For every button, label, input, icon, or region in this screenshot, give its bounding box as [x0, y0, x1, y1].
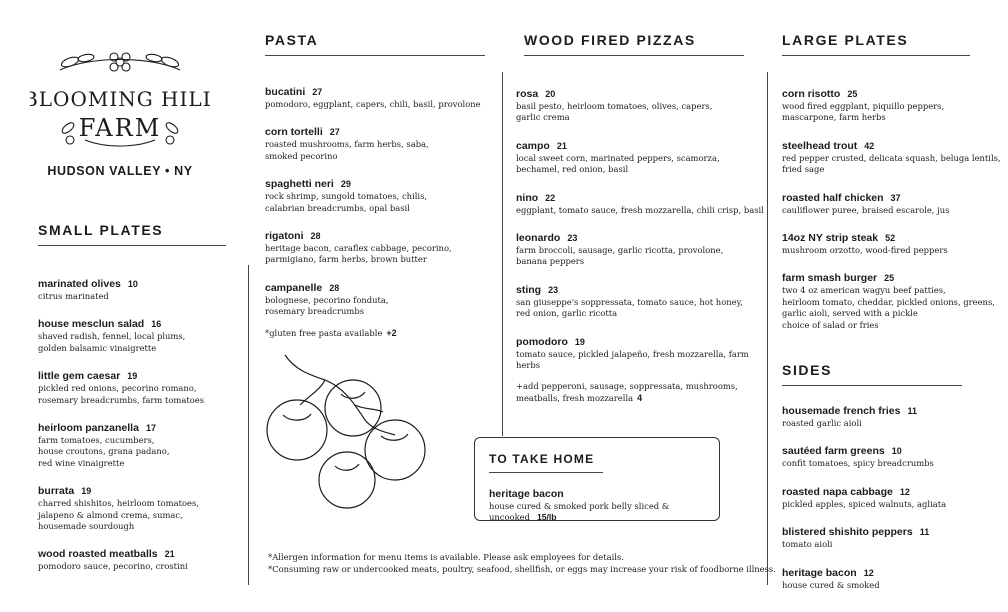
- menu-item-header: [782, 82, 1004, 101]
- menu-item-name: heritage bacon: [782, 566, 857, 579]
- menu-item-header: [782, 520, 962, 539]
- menu-item-header: [516, 226, 774, 245]
- menu-item: [265, 120, 485, 162]
- menu-item-description: tomato aioli: [782, 539, 833, 550]
- menu-item-price: 10: [127, 279, 138, 289]
- menu-item-price: 22: [545, 192, 556, 203]
- menu-item-header: [782, 226, 1004, 245]
- pizza-addon-price: 4: [637, 392, 643, 403]
- pizzas-heading-wrap: [524, 32, 744, 56]
- menu-item-description: garlic crema: [516, 112, 570, 123]
- menu-item-name: marinated olives: [38, 278, 121, 290]
- menu-item: [516, 82, 774, 124]
- menu-item-name: corn risotto: [782, 88, 841, 100]
- menu-item-description: rosemary breadcrumbs: [265, 306, 364, 317]
- menu-item-description: two 4 oz american wagyu beef patties,: [782, 285, 946, 296]
- menu-item-description: roasted garlic aioli: [782, 418, 862, 428]
- take-home-box: [474, 437, 720, 521]
- menu-item-description: banana peppers: [516, 256, 585, 267]
- take-home-heading: TO TAKE HOME: [489, 452, 603, 473]
- menu-item: [782, 226, 1004, 256]
- menu-item-description: pickled red onions, pecorino romano,: [38, 383, 197, 394]
- menu-item: [516, 186, 774, 216]
- pizza-addon-note: [516, 381, 774, 404]
- menu-item-header: [38, 479, 226, 498]
- menu-item-description: house croutons, grana padano,: [38, 446, 170, 457]
- brand-name-line2: FARM: [78, 114, 162, 142]
- menu-item-header: [782, 399, 962, 418]
- menu-item-price: 20: [545, 89, 556, 99]
- menu-item-price: 28: [310, 231, 321, 242]
- menu-item-name: house mesclun salad: [38, 318, 145, 331]
- allergen-notice-line2: *Consuming raw or undercooked meats, poultry, seafood, shellfish, or eggs may increase your risk of foodborne illness.: [268, 564, 776, 574]
- menu-item-description: bolognese, pecorino fonduta,: [265, 294, 389, 305]
- menu-item-price: 29: [340, 179, 351, 190]
- menu-item-header: [782, 480, 962, 499]
- menu-item-description: mushroom orzotto, wood-fired peppers: [782, 245, 948, 256]
- menu-item-header: [782, 561, 962, 580]
- menu-item-header: [265, 80, 485, 99]
- menu-item-price: 25: [847, 89, 858, 99]
- pasta-heading: PASTA: [265, 32, 485, 56]
- menu-item-description: basil pesto, heirloom tomatoes, olives, capers,: [516, 101, 713, 111]
- menu-item-price: 21: [164, 549, 175, 560]
- menu-item-header: [516, 134, 774, 153]
- menu-item-price: 27: [329, 127, 340, 138]
- menu-item: [516, 278, 774, 320]
- menu-item-name: spaghetti neri: [265, 178, 334, 191]
- menu-item-price: 11: [907, 406, 917, 416]
- menu-item-price: 10: [891, 446, 902, 457]
- menu-item-name: blistered shishito peppers: [782, 526, 913, 539]
- menu-item-header: [516, 278, 774, 297]
- menu-item-description: golden balsamic vinaigrette: [38, 342, 157, 353]
- menu-item-name: burrata: [38, 485, 75, 498]
- menu-item: [38, 542, 226, 572]
- menu-item-name: steelhead trout: [782, 139, 858, 152]
- menu-item-name: housemade french fries: [782, 405, 901, 417]
- menu-item-price: 11: [919, 527, 930, 538]
- brand-location: HUDSON VALLEY • NY: [47, 164, 193, 178]
- menu-item-description: pomodoro, eggplant, capers, chili, basil, provolone: [265, 99, 481, 109]
- menu-item-description: wood fired eggplant, piquillo peppers,: [782, 101, 945, 111]
- tomato-vine-icon: [255, 350, 435, 520]
- menu-item: [782, 134, 1004, 176]
- pizzas-section: [516, 82, 774, 404]
- menu-item: [782, 399, 962, 429]
- menu-item-description: heirloom tomato, cheddar, pickled onions, greens,: [782, 296, 995, 307]
- menu-item-header: [782, 439, 962, 458]
- gluten-free-note-price: +2: [386, 327, 397, 338]
- menu-item-price: 23: [567, 233, 578, 244]
- menu-item-description: rosemary breadcrumbs, farm tomatoes: [38, 394, 205, 405]
- menu-item-header: [38, 272, 226, 291]
- take-home-item-name: heritage bacon: [489, 488, 564, 500]
- take-home-item-desc: house cured & smoked pork belly sliced & uncooked: [489, 501, 670, 523]
- menu-item: [516, 330, 774, 372]
- menu-item-price: 52: [885, 233, 896, 244]
- small-plates-list: [38, 272, 226, 573]
- menu-item-description: jalapeno & almond crema, sumac,: [38, 509, 183, 520]
- menu-item-price: 23: [548, 284, 559, 295]
- menu-item: [38, 272, 226, 302]
- menu-item: [38, 416, 226, 469]
- menu-item-name: sautéed farm greens: [782, 445, 885, 458]
- menu-item-description: san giuseppe's soppressata, tomato sauce, hot honey,: [516, 296, 743, 307]
- gluten-free-note: [265, 328, 485, 339]
- pasta-list: [265, 80, 485, 318]
- menu-item-price: 19: [127, 371, 138, 382]
- menu-item-header: [265, 120, 485, 139]
- menu-item-name: rigatoni: [265, 230, 304, 243]
- menu-item-price: 27: [312, 87, 323, 97]
- menu-item-price: 42: [864, 140, 875, 151]
- menu-item-description: housemade sourdough: [38, 521, 135, 532]
- menu-item: [38, 312, 226, 354]
- menu-item-price: 21: [556, 140, 567, 151]
- menu-item-header: [38, 542, 226, 561]
- menu-item-header: [38, 312, 226, 331]
- menu-item-description: red wine vinaigrette: [38, 457, 125, 468]
- gluten-free-note-text: *gluten free pasta available: [265, 327, 383, 338]
- column-divider: [767, 72, 768, 585]
- menu-item-description: farm broccoli, sausage, garlic ricotta, provolone,: [516, 245, 724, 256]
- menu-item-description: citrus marinated: [38, 291, 109, 301]
- menu-item: [782, 82, 1004, 124]
- menu-item-header: [38, 416, 226, 435]
- menu-item-header: [516, 330, 774, 349]
- sides-section: [782, 362, 962, 601]
- large-plates-heading: LARGE PLATES: [782, 32, 970, 56]
- brand-block: [30, 48, 210, 178]
- menu-item-description: bechamel, red onion, basil: [516, 164, 629, 175]
- menu-item-description: mascarpone, farm herbs: [782, 112, 886, 123]
- menu-item-description: confit tomatoes, spicy breadcrumbs: [782, 458, 934, 469]
- menu-item-name: campanelle: [265, 281, 323, 294]
- menu-item-price: 17: [145, 423, 156, 434]
- menu-item: [265, 276, 485, 318]
- menu-item-header: [782, 186, 1004, 205]
- take-home-item-price: 15/lb: [536, 512, 557, 523]
- menu-item: [265, 80, 485, 110]
- large-plates-section: [782, 82, 1004, 341]
- menu-item-description: fried sage: [782, 164, 825, 175]
- menu-item-price: 28: [329, 282, 340, 293]
- menu-item-description: rock shrimp, sungold tomatoes, chilis,: [265, 191, 428, 202]
- menu-item-name: heirloom panzanella: [38, 422, 139, 435]
- menu-item: [516, 226, 774, 268]
- menu-item-price: 19: [574, 336, 585, 347]
- menu-item-name: farm smash burger: [782, 272, 878, 285]
- menu-item-price: 12: [899, 486, 910, 497]
- menu-item-description: choice of salad or fries: [782, 319, 879, 330]
- menu-item-description: garlic aioli, served with a pickle: [782, 308, 918, 319]
- menu-item-description: charred shishitos, heirloom tomatoes,: [38, 498, 199, 509]
- menu-item: [265, 172, 485, 214]
- pizzas-heading: WOOD FIRED PIZZAS: [524, 32, 744, 56]
- menu-item-description: shaved radish, fennel, local plums,: [38, 331, 186, 342]
- pizza-addon-line2: meatballs, fresh mozzarella: [516, 392, 634, 403]
- allergen-notice-line1: *Allergen information for menu items is available. Please ask employees for details.: [268, 552, 624, 562]
- menu-item-description: eggplant, tomato sauce, fresh mozzarella, chili crisp, basil: [516, 204, 764, 215]
- menu-item: [38, 364, 226, 406]
- sides-list: [782, 399, 962, 591]
- menu-item-header: [782, 134, 1004, 153]
- menu-item-name: nino: [516, 191, 539, 204]
- pasta-section: [265, 32, 485, 339]
- menu-item-description: smoked pecorino: [265, 150, 338, 161]
- column-divider: [502, 72, 503, 436]
- menu-item-header: [265, 276, 485, 295]
- menu-item: [782, 186, 1004, 216]
- take-home-item: [489, 488, 715, 524]
- menu-item-header: [516, 186, 774, 205]
- menu-item: [38, 479, 226, 532]
- menu-item-name: leonardo: [516, 232, 561, 245]
- menu-item-price: 25: [884, 273, 895, 284]
- menu-item: [782, 439, 962, 469]
- menu-item-description: heritage bacon, caraflex cabbage, pecorino,: [265, 243, 452, 254]
- menu-item-name: wood roasted meatballs: [38, 548, 158, 561]
- pizza-addon-line1: +add pepperoni, sausage, soppressata, mushrooms,: [516, 381, 738, 392]
- menu-item-description: house cured & smoked: [782, 579, 880, 590]
- menu-item: [782, 520, 962, 550]
- menu-item-description: roasted mushrooms, farm herbs, saba,: [265, 139, 429, 150]
- menu-item-price: 37: [890, 192, 901, 203]
- menu-item: [516, 134, 774, 176]
- large-plates-list: [782, 82, 1004, 331]
- menu-item-price: 12: [863, 567, 874, 578]
- menu-item-name: little gem caesar: [38, 370, 121, 383]
- menu-item-name: campo: [516, 139, 550, 152]
- menu-item-description: cauliflower puree, braised escarole, jus: [782, 204, 950, 215]
- menu-item-name: 14oz NY strip steak: [782, 232, 879, 245]
- sides-heading: SIDES: [782, 362, 962, 386]
- menu-item: [782, 266, 1004, 331]
- menu-item-description: tomato sauce, pickled jalapeño, fresh mozzarella, farm herbs: [516, 348, 749, 371]
- menu-item-price: 19: [81, 486, 92, 497]
- menu-item-header: [782, 266, 1004, 285]
- menu-item-name: pomodoro: [516, 335, 568, 348]
- large-plates-heading-wrap: [782, 32, 970, 56]
- menu-item: [265, 224, 485, 266]
- menu-item-name: bucatini: [265, 86, 306, 98]
- menu-item-price: 16: [151, 319, 162, 330]
- small-plates-section: [38, 222, 226, 583]
- menu-item-header: [265, 224, 485, 243]
- menu-item-description: farm tomatoes, cucumbers,: [38, 435, 155, 446]
- take-home-item-desc-line: [489, 501, 715, 524]
- menu-item-description: red onion, garlic ricotta: [516, 308, 618, 319]
- menu-item-name: roasted half chicken: [782, 191, 884, 204]
- menu-item-name: corn tortelli: [265, 126, 323, 139]
- menu-item-header: [38, 364, 226, 383]
- column-divider: [248, 265, 249, 585]
- menu-item: [782, 480, 962, 510]
- menu-item-name: roasted napa cabbage: [782, 485, 893, 498]
- allergen-notice: [268, 551, 776, 575]
- menu-item-description: pomodoro sauce, pecorino, crostini: [38, 561, 188, 572]
- brand-name-line1: BLOOMING HILL: [30, 87, 210, 111]
- menu-item-description: calabrian breadcrumbs, opal basil: [265, 202, 410, 213]
- menu-item-name: sting: [516, 283, 542, 296]
- menu-item-description: pickled apples, spiced walnuts, agliata: [782, 498, 947, 509]
- menu-item-description: red pepper crusted, delicata squash, beluga lentils,: [782, 152, 1001, 163]
- menu-item-description: parmigiano, farm herbs, brown butter: [265, 254, 427, 265]
- pizzas-list: [516, 82, 774, 371]
- menu-item: [782, 561, 962, 591]
- menu-item-name: rosa: [516, 88, 539, 100]
- small-plates-heading: SMALL PLATES: [38, 222, 226, 246]
- pizza-addon-line2-wrap: [516, 393, 774, 404]
- floral-wreath-icon: [30, 48, 210, 158]
- menu-item-header: [265, 172, 485, 191]
- menu-item-description: local sweet corn, marinated peppers, scamorza,: [516, 152, 720, 163]
- menu-item-header: [516, 82, 774, 101]
